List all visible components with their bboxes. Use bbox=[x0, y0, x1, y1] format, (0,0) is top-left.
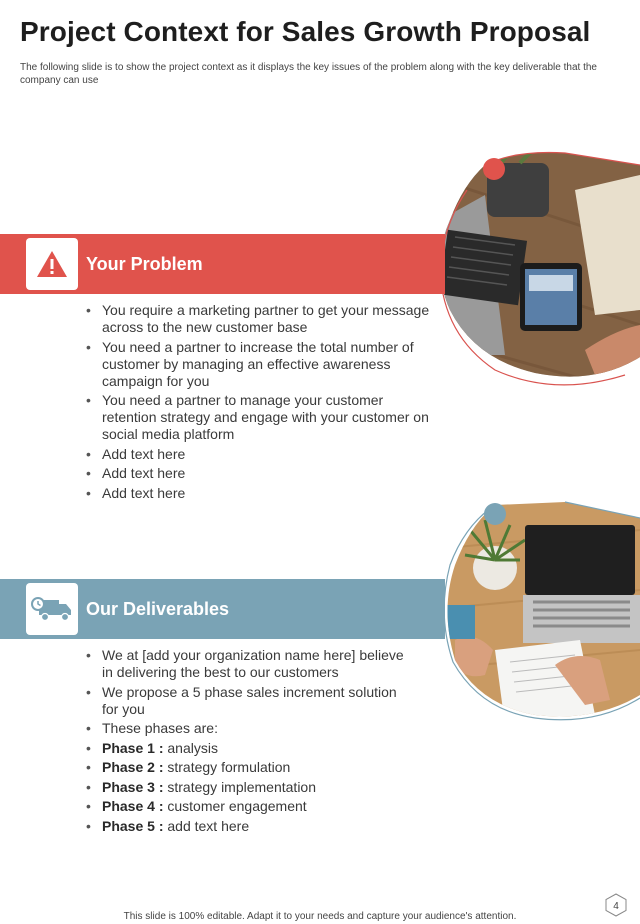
deliverables-icon-box bbox=[26, 583, 78, 635]
phase-item bbox=[86, 759, 416, 776]
page-number: 4 bbox=[613, 901, 619, 912]
warning-icon bbox=[35, 249, 69, 279]
laptop-phone-photo bbox=[425, 135, 640, 395]
list-item: • These phases are: bbox=[86, 720, 416, 737]
problem-heading: Your Problem bbox=[86, 253, 203, 274]
footer-note: This slide is 100% editable. Adapt it to your needs and capture your audience's attention. bbox=[123, 911, 517, 922]
phase-label: Phase 2 : bbox=[102, 759, 164, 775]
phase-text: strategy implementation bbox=[167, 778, 317, 795]
list-item: • You need a partner to increase the total number of customer by managing an effective awareness campaign for you bbox=[86, 339, 431, 390]
deliverables-heading: Our Deliverables bbox=[86, 598, 230, 619]
list-item: • We at [add your organization name here] believe in delivering the best to our customers bbox=[86, 647, 416, 681]
phase-label: Phase 4 : bbox=[102, 798, 164, 814]
phase-text: analysis bbox=[167, 739, 218, 756]
phase-item bbox=[86, 798, 416, 815]
phase-item bbox=[86, 779, 416, 796]
problem-list bbox=[86, 302, 431, 504]
deliverables-banner bbox=[0, 579, 445, 639]
phase-label: Phase 3 : bbox=[102, 778, 164, 795]
list-item: • Add text here bbox=[86, 446, 431, 463]
phase-item bbox=[86, 740, 416, 757]
phase-text: strategy formulation bbox=[167, 759, 291, 775]
list-item: • Add text here bbox=[86, 465, 431, 482]
problem-icon-box bbox=[26, 238, 78, 290]
phase-label: Phase 5 : bbox=[102, 817, 164, 834]
phase-label: Phase 1 : bbox=[102, 739, 164, 756]
page-title: Project Context for Sales Growth Proposal bbox=[20, 16, 591, 47]
delivery-truck-icon bbox=[31, 595, 73, 623]
list-item: • You require a marketing partner to get your message across to the new customer base bbox=[86, 302, 431, 336]
page-subtitle: The following slide is to show the project context as it displays the key issues of the problem along with the key deliverable that the company can use bbox=[20, 62, 597, 86]
deliverables-list bbox=[86, 647, 416, 837]
workspace-photo bbox=[425, 490, 640, 735]
phase-item bbox=[86, 818, 416, 835]
problem-banner bbox=[0, 234, 445, 294]
phase-text: customer engagement bbox=[167, 798, 307, 814]
list-item: • Add text here bbox=[86, 485, 431, 502]
phase-text: add text here bbox=[167, 817, 250, 834]
list-item: • We propose a 5 phase sales increment solution for you bbox=[86, 684, 416, 718]
list-item: • You need a partner to manage your customer retention strategy and engage with your customer on social media platform bbox=[86, 392, 431, 443]
